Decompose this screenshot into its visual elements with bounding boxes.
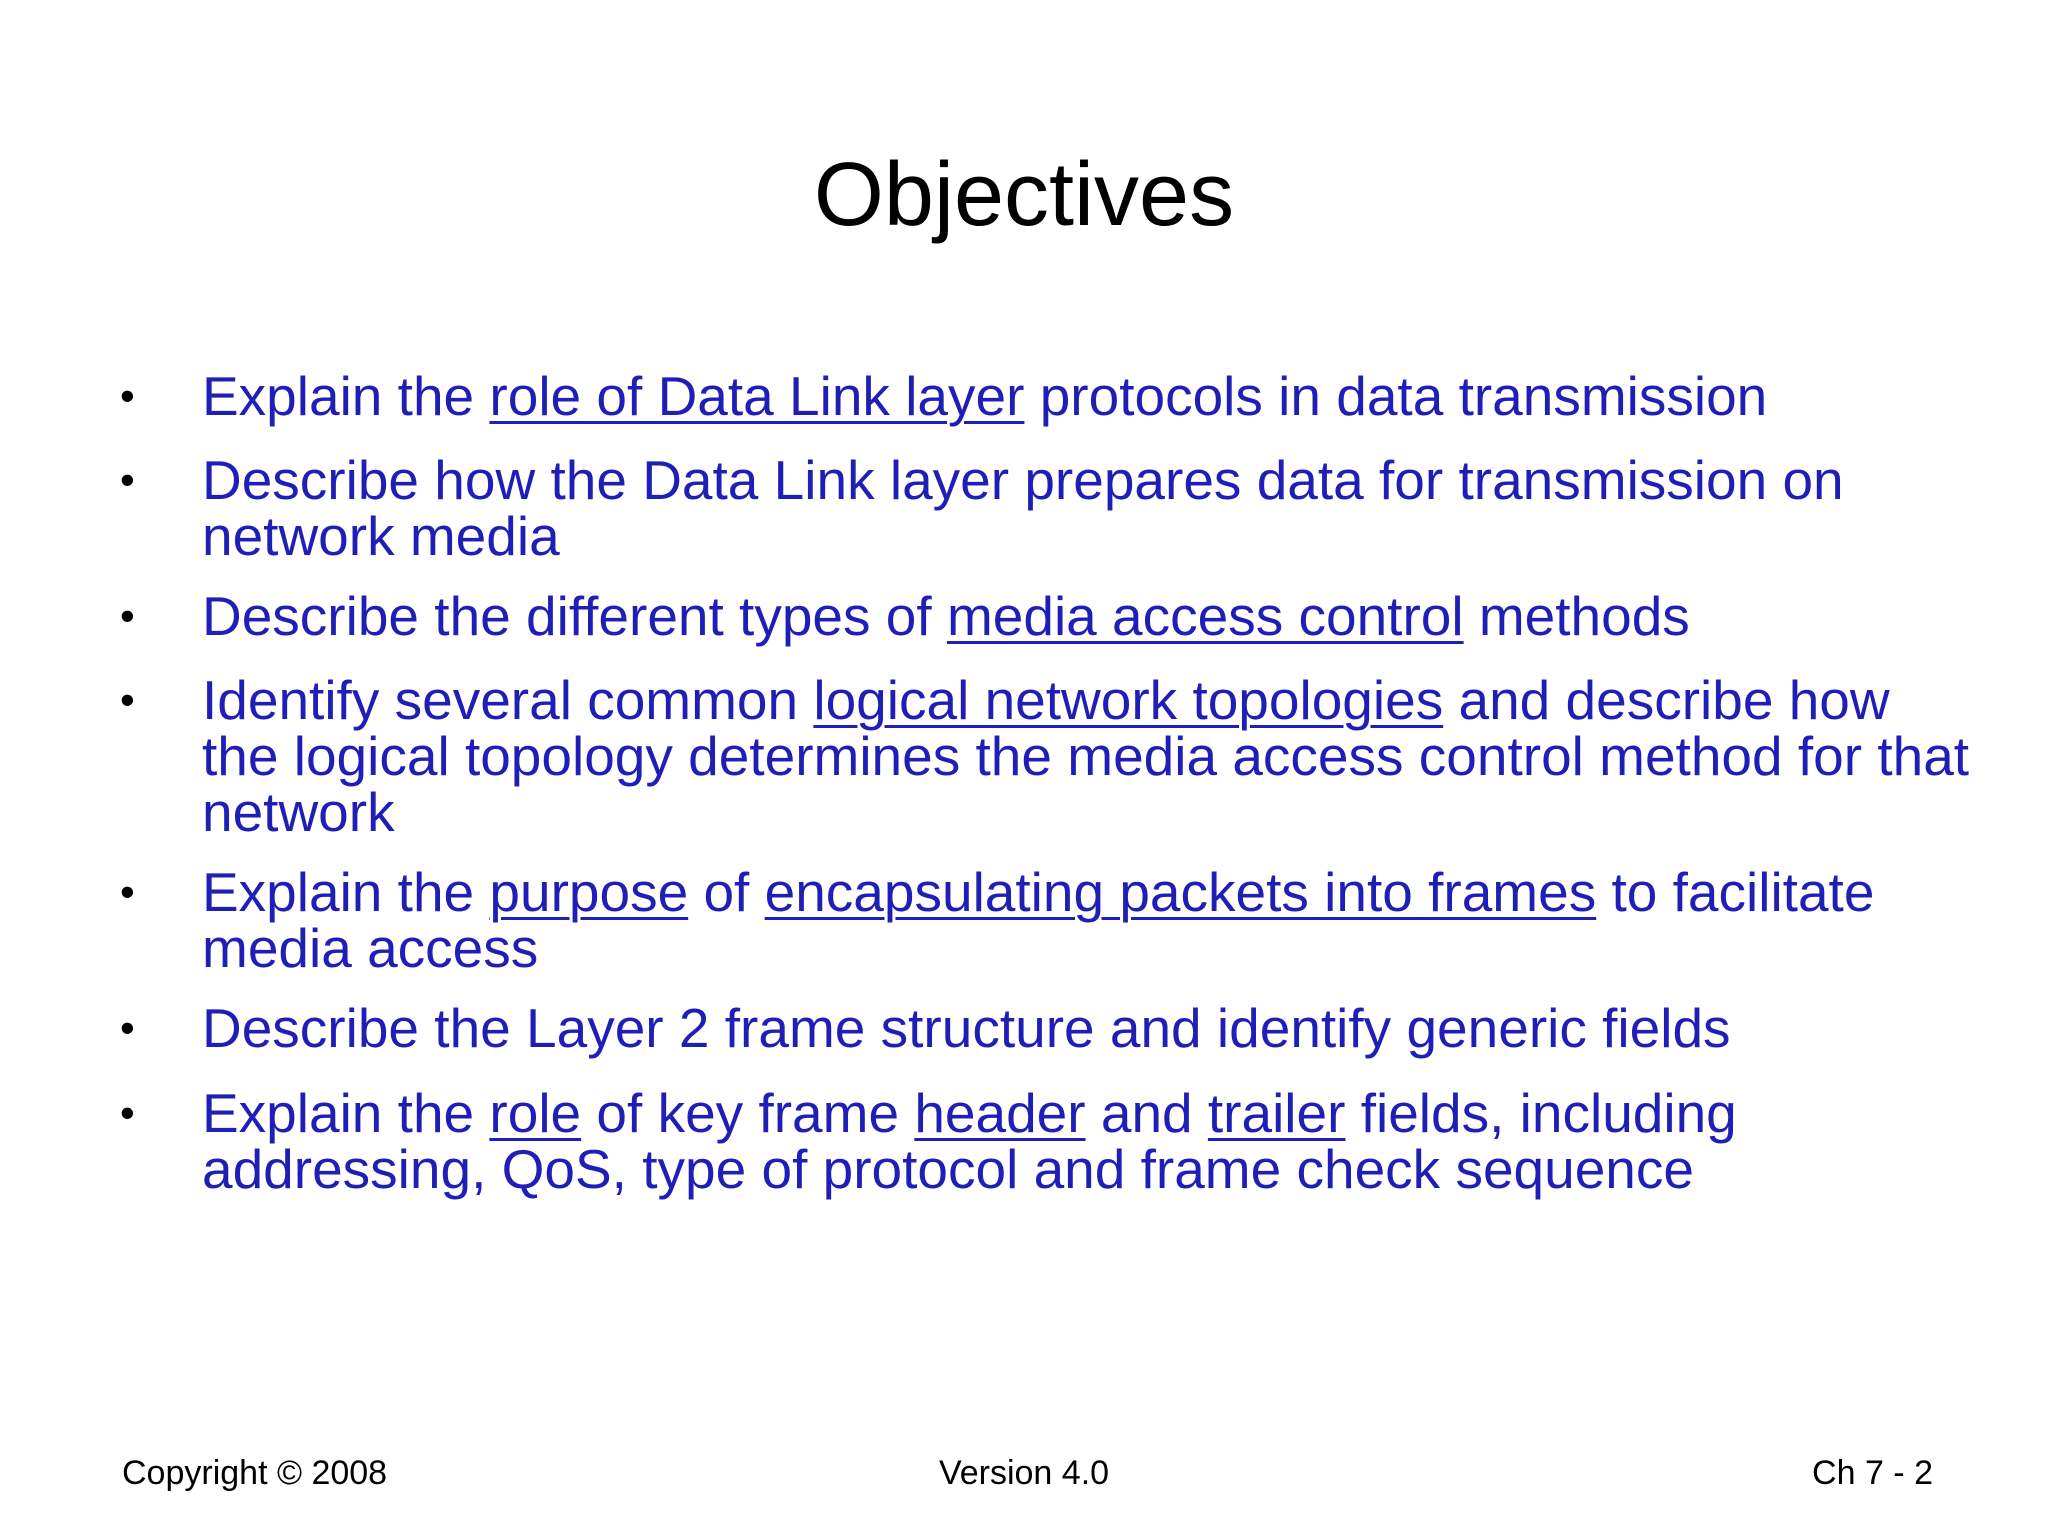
- bullet-icon: •: [120, 592, 135, 639]
- footer-page-number: Ch 7 - 2: [1812, 1454, 1933, 1492]
- objective-text-segment: Identify several common: [202, 669, 814, 731]
- objective-text-segment: fields, including addressing, QoS, type of protocol and frame check sequence: [202, 1082, 1737, 1200]
- objective-text: [202, 669, 1980, 843]
- objective-text: [202, 365, 1980, 427]
- objective-text: [202, 585, 1980, 647]
- objective-text-segment: to facilitate media access: [202, 861, 1875, 979]
- objective-link[interactable]: encapsulating packets into frames: [764, 861, 1597, 923]
- objective-text-segment: of: [688, 861, 765, 923]
- objective-text-segment: and: [1085, 1082, 1208, 1144]
- objective-text: [202, 1082, 1980, 1200]
- objective-text: [202, 449, 1980, 567]
- objective-text: [202, 997, 1980, 1059]
- objective-text-segment: Describe the Layer 2 frame structure and identify generic fields: [202, 997, 1731, 1059]
- bullet-icon: •: [120, 868, 135, 915]
- bullet-icon: •: [120, 1089, 135, 1136]
- bullet-icon: •: [120, 1004, 135, 1051]
- bullet-icon: •: [120, 372, 135, 419]
- objective-text-segment: and describe how the logical topology determines the media access control method for that network: [202, 669, 1970, 843]
- objective-link[interactable]: trailer: [1207, 1082, 1346, 1144]
- objective-text-segment: Explain the: [202, 1082, 490, 1144]
- objective-text: [202, 861, 1980, 979]
- objective-text-segment: Describe how the Data Link layer prepares data for transmission on network media: [202, 449, 1844, 567]
- objective-link[interactable]: role of Data Link layer: [489, 365, 1025, 427]
- objective-link[interactable]: purpose: [489, 861, 689, 923]
- objective-text-segment: Describe the different types of: [202, 585, 947, 647]
- objective-link[interactable]: logical network topologies: [813, 669, 1444, 731]
- bullet-icon: •: [120, 676, 135, 723]
- bullet-icon: •: [120, 456, 135, 503]
- footer-copyright: Copyright © 2008: [122, 1454, 388, 1492]
- objective-text-segment: of key frame: [581, 1082, 915, 1144]
- objective-link[interactable]: media access control: [946, 585, 1464, 647]
- objective-link[interactable]: header: [914, 1082, 1086, 1144]
- objective-text-segment: methods: [1463, 585, 1690, 647]
- objective-link[interactable]: role: [489, 1082, 582, 1144]
- slide-title: Objectives: [813, 145, 1235, 245]
- objective-text-segment: Explain the: [202, 365, 490, 427]
- footer-version: Version 4.0: [938, 1454, 1110, 1492]
- objective-text-segment: Explain the: [202, 861, 490, 923]
- objective-text-segment: protocols in data transmission: [1024, 365, 1768, 427]
